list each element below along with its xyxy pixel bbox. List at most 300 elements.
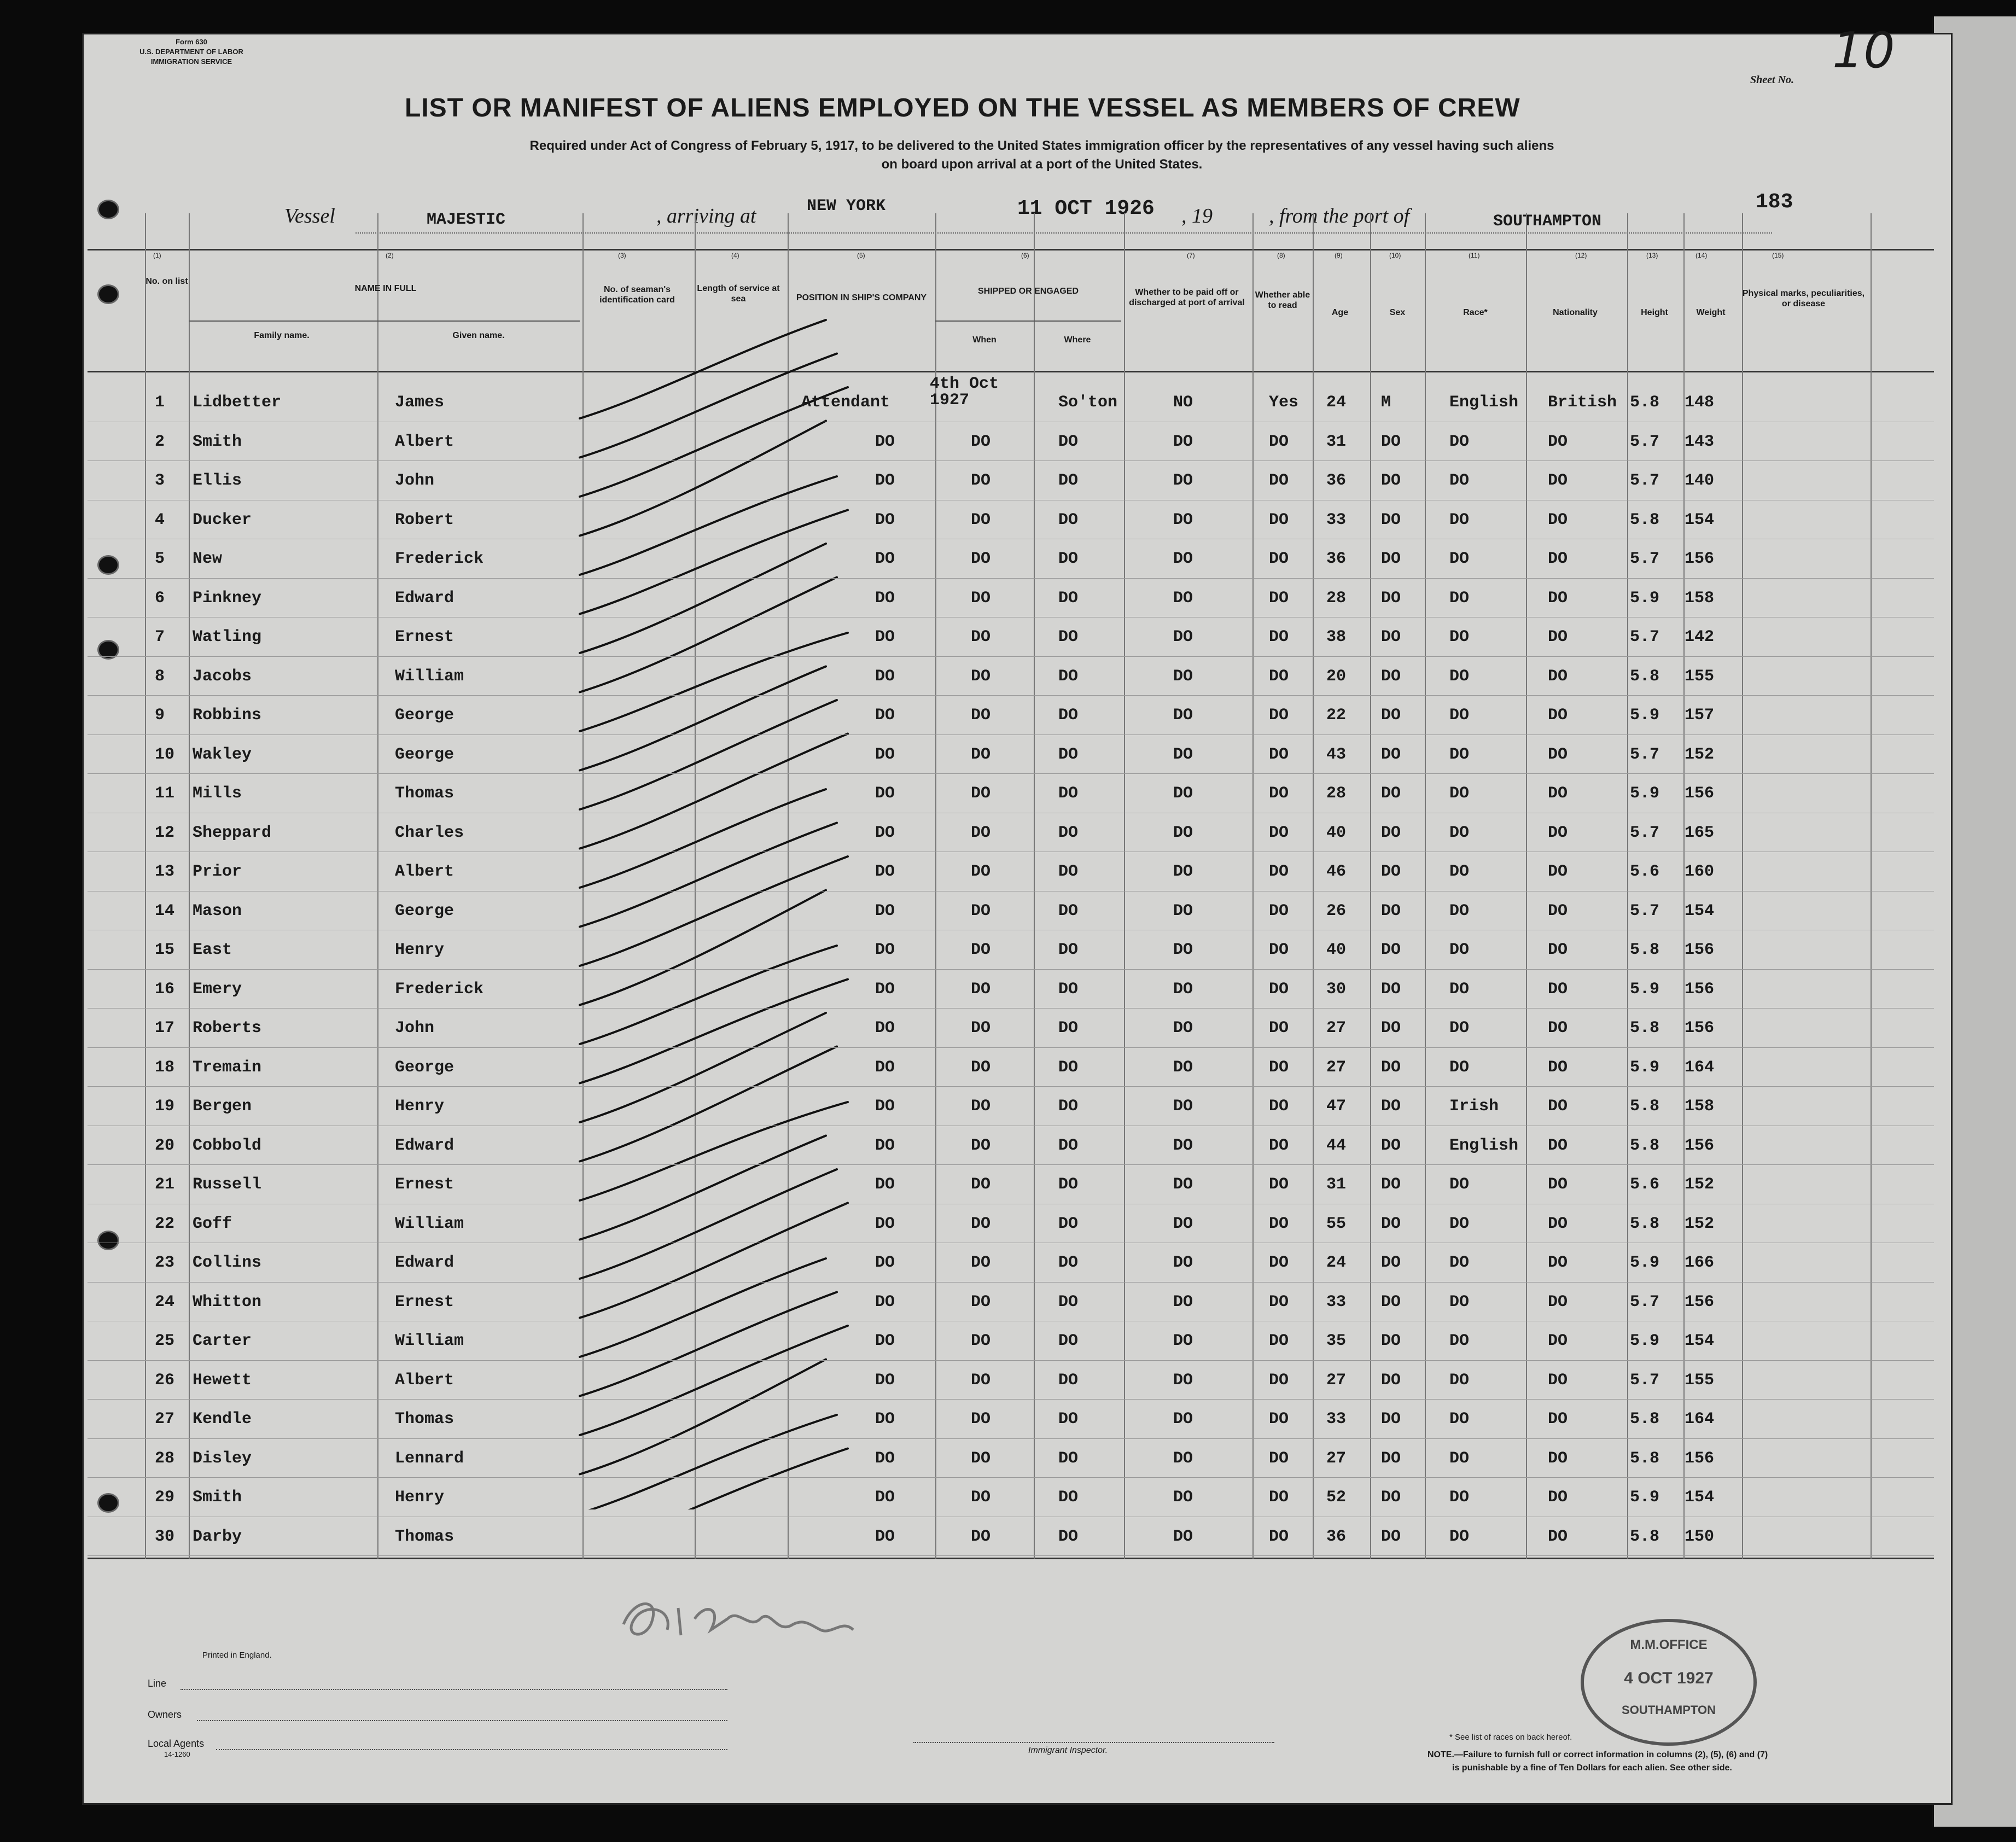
cell-paid: DO bbox=[1173, 1058, 1193, 1077]
line-rule bbox=[180, 1689, 727, 1690]
header-name-in-full: NAME IN FULL bbox=[354, 284, 417, 293]
cell-age: 28 bbox=[1326, 588, 1347, 608]
cell-n: 16 bbox=[155, 980, 175, 999]
col-num-7: (7) bbox=[1187, 252, 1195, 259]
manifest-sheet bbox=[82, 33, 1953, 1805]
cell-race: DO bbox=[1449, 1410, 1470, 1429]
col-num-1: (1) bbox=[153, 252, 161, 259]
cell-age: 31 bbox=[1326, 1175, 1347, 1194]
cell-pos: DO bbox=[875, 588, 895, 608]
cell-race: DO bbox=[1449, 901, 1470, 920]
cell-family: Roberts bbox=[193, 1019, 262, 1037]
table-bottom-rule bbox=[88, 1558, 1934, 1559]
cell-pos: Attendant bbox=[801, 393, 890, 412]
cell-n: 1 bbox=[155, 393, 165, 412]
cell-w: 164 bbox=[1685, 1058, 1715, 1077]
column-rule bbox=[1526, 213, 1527, 1559]
col-num-5: (5) bbox=[857, 252, 865, 259]
cell-sex: DO bbox=[1381, 862, 1401, 881]
cell-nat: DO bbox=[1548, 1175, 1568, 1194]
cell-h: 5.8 bbox=[1630, 510, 1660, 529]
cell-paid: DO bbox=[1173, 1410, 1193, 1429]
cell-age: 26 bbox=[1326, 901, 1347, 920]
cell-race: DO bbox=[1449, 628, 1470, 646]
shipped-sub-rule bbox=[935, 320, 1121, 322]
pen-stroke bbox=[580, 1203, 848, 1318]
cell-given: George bbox=[395, 901, 455, 920]
row-rule bbox=[88, 1282, 1934, 1283]
pen-stroke bbox=[580, 789, 826, 888]
cell-h: 5.9 bbox=[1630, 588, 1660, 608]
agents-rule bbox=[216, 1749, 727, 1750]
row-rule bbox=[88, 656, 1934, 657]
col-num-15: (15) bbox=[1772, 252, 1784, 259]
vessel-name: MAJESTIC bbox=[427, 211, 506, 229]
form-code: 14-1260 bbox=[164, 1750, 190, 1758]
cell-w: 150 bbox=[1685, 1527, 1715, 1546]
cell-sex: DO bbox=[1381, 471, 1401, 490]
cell-w: 156 bbox=[1685, 1136, 1715, 1155]
form-number: Form 630 bbox=[176, 38, 207, 46]
header-family-name: Family name. bbox=[254, 331, 310, 340]
cell-given: Thomas bbox=[395, 784, 455, 803]
cell-sex: DO bbox=[1381, 784, 1401, 803]
cell-h: 5.8 bbox=[1630, 1410, 1660, 1429]
col-num-6: (6) bbox=[1021, 252, 1029, 259]
column-rule bbox=[1683, 213, 1685, 1559]
cell-family: Prior bbox=[193, 862, 242, 881]
cell-read: DO bbox=[1269, 784, 1289, 803]
cell-nat: DO bbox=[1548, 1058, 1568, 1077]
service: IMMIGRATION SERVICE bbox=[150, 57, 232, 66]
cell-w: 142 bbox=[1685, 628, 1715, 646]
cell-n: 27 bbox=[155, 1410, 175, 1429]
subtitle bbox=[306, 137, 1778, 174]
pen-stroke bbox=[580, 578, 837, 692]
cell-pos: DO bbox=[875, 1488, 895, 1507]
owners-label: Owners bbox=[148, 1709, 182, 1720]
cell-sex: DO bbox=[1381, 1058, 1401, 1077]
cell-paid: DO bbox=[1173, 1292, 1193, 1311]
cell-h: 5.9 bbox=[1630, 1332, 1660, 1350]
cell-h: 5.9 bbox=[1630, 980, 1660, 999]
cell-nat: DO bbox=[1548, 1136, 1568, 1155]
cell-where: DO bbox=[1058, 1175, 1079, 1194]
cell-family: Mills bbox=[193, 784, 242, 803]
cell-read: Yes bbox=[1269, 393, 1299, 412]
cell-nat: DO bbox=[1548, 745, 1568, 764]
cell-w: 164 bbox=[1685, 1410, 1715, 1429]
cell-w: 156 bbox=[1685, 1449, 1715, 1468]
cell-n: 6 bbox=[155, 588, 165, 608]
cell-w: 156 bbox=[1685, 980, 1715, 999]
cell-n: 3 bbox=[155, 471, 165, 490]
cell-read: DO bbox=[1269, 510, 1289, 529]
column-rule bbox=[1034, 213, 1035, 1559]
printed-note: Printed in England. bbox=[202, 1651, 272, 1660]
cell-w: 166 bbox=[1685, 1254, 1715, 1272]
cell-sex: DO bbox=[1381, 1371, 1401, 1390]
cell-nat: DO bbox=[1548, 1371, 1568, 1390]
header-sex: Sex bbox=[1389, 308, 1406, 317]
cell-where: DO bbox=[1058, 432, 1079, 451]
column-rule bbox=[145, 213, 146, 1559]
cell-age: 20 bbox=[1326, 667, 1347, 686]
cell-family: Pinkney bbox=[193, 588, 262, 608]
cell-nat: British bbox=[1548, 393, 1617, 412]
cell-w: 165 bbox=[1685, 823, 1715, 842]
cell-race: DO bbox=[1449, 745, 1470, 764]
column-rule bbox=[1313, 213, 1314, 1559]
cell-nat: DO bbox=[1548, 1449, 1568, 1468]
cell-given: William bbox=[395, 1332, 464, 1350]
cell-n: 15 bbox=[155, 941, 175, 959]
cell-h: 5.7 bbox=[1630, 745, 1660, 764]
cell-race: English bbox=[1449, 1136, 1519, 1155]
cell-paid: DO bbox=[1173, 1449, 1193, 1468]
cell-nat: DO bbox=[1548, 862, 1568, 881]
cell-read: DO bbox=[1269, 706, 1289, 725]
cell-when: DO bbox=[971, 1292, 991, 1311]
cell-paid: DO bbox=[1173, 628, 1193, 646]
cell-pos: DO bbox=[875, 1449, 895, 1468]
punch-hole bbox=[97, 284, 119, 304]
cell-when: DO bbox=[971, 1254, 991, 1272]
row-rule bbox=[88, 969, 1934, 970]
cell-w: 154 bbox=[1685, 510, 1715, 529]
punch-hole bbox=[97, 200, 119, 219]
cell-sex: M bbox=[1381, 393, 1391, 412]
cell-paid: DO bbox=[1173, 667, 1193, 686]
cell-n: 9 bbox=[155, 706, 165, 725]
cell-when: DO bbox=[971, 550, 991, 568]
cell-read: DO bbox=[1269, 1527, 1289, 1546]
cell-w: 154 bbox=[1685, 1488, 1715, 1507]
cell-sex: DO bbox=[1381, 1019, 1401, 1037]
column-rule bbox=[1124, 213, 1125, 1559]
cell-sex: DO bbox=[1381, 628, 1401, 646]
agents-label: Local Agents bbox=[148, 1738, 205, 1749]
cell-family: Emery bbox=[193, 980, 242, 999]
cell-family: Darby bbox=[193, 1527, 242, 1546]
cell-h: 5.9 bbox=[1630, 1254, 1660, 1272]
cell-w: 152 bbox=[1685, 1214, 1715, 1233]
header-where: Where bbox=[1064, 335, 1091, 345]
cell-pos: DO bbox=[875, 550, 895, 568]
cell-paid: DO bbox=[1173, 1527, 1193, 1546]
pen-stroke bbox=[580, 1013, 826, 1122]
cell-h: 5.6 bbox=[1630, 1175, 1660, 1194]
cell-given: William bbox=[395, 667, 464, 686]
cell-read: DO bbox=[1269, 901, 1289, 920]
cell-age: 30 bbox=[1326, 980, 1347, 999]
cell-sex: DO bbox=[1381, 823, 1401, 842]
cell-h: 5.8 bbox=[1630, 667, 1660, 686]
cell-family: Lidbetter bbox=[193, 393, 282, 412]
cell-family: Hewett bbox=[193, 1371, 252, 1390]
cell-age: 40 bbox=[1326, 941, 1347, 959]
cell-family: Cobbold bbox=[193, 1136, 262, 1155]
cell-read: DO bbox=[1269, 1097, 1289, 1116]
cell-pos: DO bbox=[875, 1214, 895, 1233]
cell-race: English bbox=[1449, 393, 1519, 412]
cell-when: DO bbox=[971, 1019, 991, 1037]
cell-read: DO bbox=[1269, 628, 1289, 646]
cell-pos: DO bbox=[875, 510, 895, 529]
cell-age: 46 bbox=[1326, 862, 1347, 881]
cell-sex: DO bbox=[1381, 941, 1401, 959]
cell-sex: DO bbox=[1381, 1488, 1401, 1507]
cell-when: DO bbox=[971, 1175, 991, 1194]
cell-family: Goff bbox=[193, 1214, 232, 1233]
row-rule bbox=[88, 1008, 1934, 1009]
cell-w: 160 bbox=[1685, 862, 1715, 881]
cell-n: 7 bbox=[155, 628, 165, 646]
header-id-card: No. of seaman's identification card bbox=[599, 285, 675, 305]
cell-age: 27 bbox=[1326, 1019, 1347, 1037]
cell-w: 152 bbox=[1685, 1175, 1715, 1194]
arrival-port: NEW YORK bbox=[807, 197, 886, 215]
cell-age: 33 bbox=[1326, 1292, 1347, 1311]
row-rule bbox=[88, 773, 1934, 774]
cell-pos: DO bbox=[875, 667, 895, 686]
cell-h: 5.9 bbox=[1630, 706, 1660, 725]
cell-race: DO bbox=[1449, 1175, 1470, 1194]
cell-race: DO bbox=[1449, 1254, 1470, 1272]
cell-age: 35 bbox=[1326, 1332, 1347, 1350]
cell-given: Lennard bbox=[395, 1449, 464, 1468]
cell-when: DO bbox=[971, 862, 991, 881]
cell-n: 13 bbox=[155, 862, 175, 881]
cell-pos: DO bbox=[875, 784, 895, 803]
sheet-label: Sheet No. bbox=[1750, 74, 1794, 86]
cell-h: 5.8 bbox=[1630, 1097, 1660, 1116]
cell-given: Edward bbox=[395, 588, 455, 608]
cell-when: DO bbox=[971, 1332, 991, 1350]
cell-n: 30 bbox=[155, 1527, 175, 1546]
cell-paid: DO bbox=[1173, 471, 1193, 490]
cell-when: DO bbox=[971, 1097, 991, 1116]
cell-race: DO bbox=[1449, 550, 1470, 568]
cell-when: DO bbox=[971, 980, 991, 999]
cell-paid: DO bbox=[1173, 745, 1193, 764]
cell-age: 38 bbox=[1326, 628, 1347, 646]
cell-sex: DO bbox=[1381, 1292, 1401, 1311]
cell-age: 22 bbox=[1326, 706, 1347, 725]
cell-pos: DO bbox=[875, 1371, 895, 1390]
cell-where: DO bbox=[1058, 628, 1079, 646]
cell-age: 40 bbox=[1326, 823, 1347, 842]
cell-where: DO bbox=[1058, 1136, 1079, 1155]
cell-race: DO bbox=[1449, 1527, 1470, 1546]
cell-sex: DO bbox=[1381, 432, 1401, 451]
cell-family: Smith bbox=[193, 1488, 242, 1507]
name-sub-rule bbox=[189, 320, 580, 322]
cell-given: George bbox=[395, 1058, 455, 1077]
cell-family: New bbox=[193, 550, 223, 568]
cell-pos: DO bbox=[875, 980, 895, 999]
cell-n: 11 bbox=[155, 784, 175, 803]
cell-paid: DO bbox=[1173, 1097, 1193, 1116]
inspector-signature bbox=[613, 1586, 886, 1652]
cell-read: DO bbox=[1269, 941, 1289, 959]
cell-paid: DO bbox=[1173, 432, 1193, 451]
cell-where: DO bbox=[1058, 1097, 1079, 1116]
stamp-bottom: SOUTHAMPTON bbox=[1622, 1703, 1716, 1717]
cell-race: DO bbox=[1449, 432, 1470, 451]
cell-h: 5.7 bbox=[1630, 432, 1660, 451]
cell-family: Watling bbox=[193, 628, 262, 646]
cell-nat: DO bbox=[1548, 901, 1568, 920]
cell-age: 43 bbox=[1326, 745, 1347, 764]
cell-w: 154 bbox=[1685, 1332, 1715, 1350]
cell-h: 5.7 bbox=[1630, 471, 1660, 490]
cell-read: DO bbox=[1269, 1136, 1289, 1155]
cell-where: DO bbox=[1058, 745, 1079, 764]
cell-when: DO bbox=[971, 1410, 991, 1429]
punch-hole bbox=[97, 640, 119, 660]
cell-pos: DO bbox=[875, 628, 895, 646]
column-rule bbox=[1871, 213, 1872, 1559]
cell-race: DO bbox=[1449, 941, 1470, 959]
cell-n: 24 bbox=[155, 1292, 175, 1311]
cell-nat: DO bbox=[1548, 550, 1568, 568]
cell-nat: DO bbox=[1548, 667, 1568, 686]
cell-n: 25 bbox=[155, 1332, 175, 1350]
arrival-date-stamp: 11 OCT 1926 bbox=[1017, 197, 1155, 220]
cell-age: 24 bbox=[1326, 393, 1347, 412]
table-header-rule bbox=[88, 371, 1934, 372]
cell-when: DO bbox=[971, 1136, 991, 1155]
cell-read: DO bbox=[1269, 1292, 1289, 1311]
cell-h: 5.7 bbox=[1630, 1292, 1660, 1311]
cell-when: 4th Oct 1927 bbox=[930, 375, 999, 410]
cell-age: 33 bbox=[1326, 510, 1347, 529]
cell-sex: DO bbox=[1381, 510, 1401, 529]
cell-where: DO bbox=[1058, 1488, 1079, 1507]
cell-when: DO bbox=[971, 667, 991, 686]
cell-w: 156 bbox=[1685, 784, 1715, 803]
sheet-number: 10 bbox=[1832, 22, 1895, 79]
cell-sex: DO bbox=[1381, 706, 1401, 725]
cell-pos: DO bbox=[875, 862, 895, 881]
cell-family: Bergen bbox=[193, 1097, 252, 1116]
cell-pos: DO bbox=[875, 941, 895, 959]
pen-stroke bbox=[580, 320, 826, 418]
cell-where: DO bbox=[1058, 706, 1079, 725]
pen-stroke bbox=[580, 1047, 837, 1162]
cell-race: DO bbox=[1449, 1332, 1470, 1350]
cell-h: 5.8 bbox=[1630, 1136, 1660, 1155]
cell-race: DO bbox=[1449, 1371, 1470, 1390]
header-age: Age bbox=[1331, 308, 1349, 317]
cell-age: 27 bbox=[1326, 1371, 1347, 1390]
cell-where: DO bbox=[1058, 941, 1079, 959]
cell-when: DO bbox=[971, 823, 991, 842]
cell-race: Irish bbox=[1449, 1097, 1499, 1116]
cell-race: DO bbox=[1449, 823, 1470, 842]
cell-when: DO bbox=[971, 1527, 991, 1546]
cell-paid: DO bbox=[1173, 1332, 1193, 1350]
header-length-service: Length of service at sea bbox=[697, 284, 780, 304]
column-rule bbox=[1742, 213, 1743, 1559]
cell-w: 140 bbox=[1685, 471, 1715, 490]
cell-h: 5.8 bbox=[1630, 1214, 1660, 1233]
from-label: , from the port of bbox=[1269, 205, 1410, 228]
cell-read: DO bbox=[1269, 432, 1289, 451]
cell-paid: NO bbox=[1173, 393, 1193, 412]
cell-nat: DO bbox=[1548, 588, 1568, 608]
cell-nat: DO bbox=[1548, 823, 1568, 842]
cell-where: DO bbox=[1058, 1527, 1079, 1546]
cell-given: Henry bbox=[395, 941, 445, 959]
cell-nat: DO bbox=[1548, 432, 1568, 451]
cell-given: Thomas bbox=[395, 1410, 455, 1429]
row-rule bbox=[88, 460, 1934, 461]
cell-paid: DO bbox=[1173, 588, 1193, 608]
cell-pos: DO bbox=[875, 471, 895, 490]
cell-family: Wakley bbox=[193, 745, 252, 764]
cell-sex: DO bbox=[1381, 1332, 1401, 1350]
cell-when: DO bbox=[971, 1214, 991, 1233]
pen-stroke bbox=[580, 1258, 826, 1357]
cell-family: Jacobs bbox=[193, 667, 252, 686]
cell-h: 5.7 bbox=[1630, 901, 1660, 920]
header-no-on-list: No. on list bbox=[145, 277, 188, 286]
cell-family: Smith bbox=[193, 432, 242, 451]
cell-race: DO bbox=[1449, 1214, 1470, 1233]
header-given-name: Given name. bbox=[452, 331, 505, 340]
cell-n: 4 bbox=[155, 510, 165, 529]
cell-when: DO bbox=[971, 588, 991, 608]
cell-pos: DO bbox=[875, 1332, 895, 1350]
cell-read: DO bbox=[1269, 471, 1289, 490]
cell-when: DO bbox=[971, 706, 991, 725]
cell-paid: DO bbox=[1173, 784, 1193, 803]
fine-note-1: NOTE.—Failure to furnish full or correct information in columns (2), (5), (6) and (7) bbox=[1427, 1750, 1768, 1759]
cell-n: 17 bbox=[155, 1019, 175, 1037]
cell-h: 5.9 bbox=[1630, 1488, 1660, 1507]
header-marks: Physical marks, peculiarities, or disease bbox=[1742, 289, 1865, 308]
cell-n: 20 bbox=[155, 1136, 175, 1155]
cell-given: James bbox=[395, 393, 445, 412]
cell-given: Charles bbox=[395, 823, 464, 842]
cell-pos: DO bbox=[875, 1292, 895, 1311]
office-stamp bbox=[1581, 1619, 1757, 1746]
row-rule bbox=[88, 1086, 1934, 1087]
cell-given: Edward bbox=[395, 1254, 455, 1272]
cell-age: 36 bbox=[1326, 1527, 1347, 1546]
cell-given: William bbox=[395, 1214, 464, 1233]
cell-sex: DO bbox=[1381, 588, 1401, 608]
cell-h: 5.9 bbox=[1630, 784, 1660, 803]
voyage-underline bbox=[356, 232, 1772, 234]
col-num-13: (13) bbox=[1646, 252, 1658, 259]
cell-race: DO bbox=[1449, 1292, 1470, 1311]
cell-paid: DO bbox=[1173, 823, 1193, 842]
cell-paid: DO bbox=[1173, 1175, 1193, 1194]
header-position: POSITION IN SHIP'S COMPANY bbox=[796, 293, 927, 302]
header-shipped: SHIPPED OR ENGAGED bbox=[977, 287, 1079, 296]
stamp-top: M.M.OFFICE bbox=[1630, 1637, 1708, 1652]
cell-w: 158 bbox=[1685, 588, 1715, 608]
cell-n: 2 bbox=[155, 432, 165, 451]
cell-when: DO bbox=[971, 510, 991, 529]
cell-sex: DO bbox=[1381, 1254, 1401, 1272]
cell-age: 47 bbox=[1326, 1097, 1347, 1116]
column-rule bbox=[1425, 213, 1426, 1559]
cell-read: DO bbox=[1269, 1254, 1289, 1272]
